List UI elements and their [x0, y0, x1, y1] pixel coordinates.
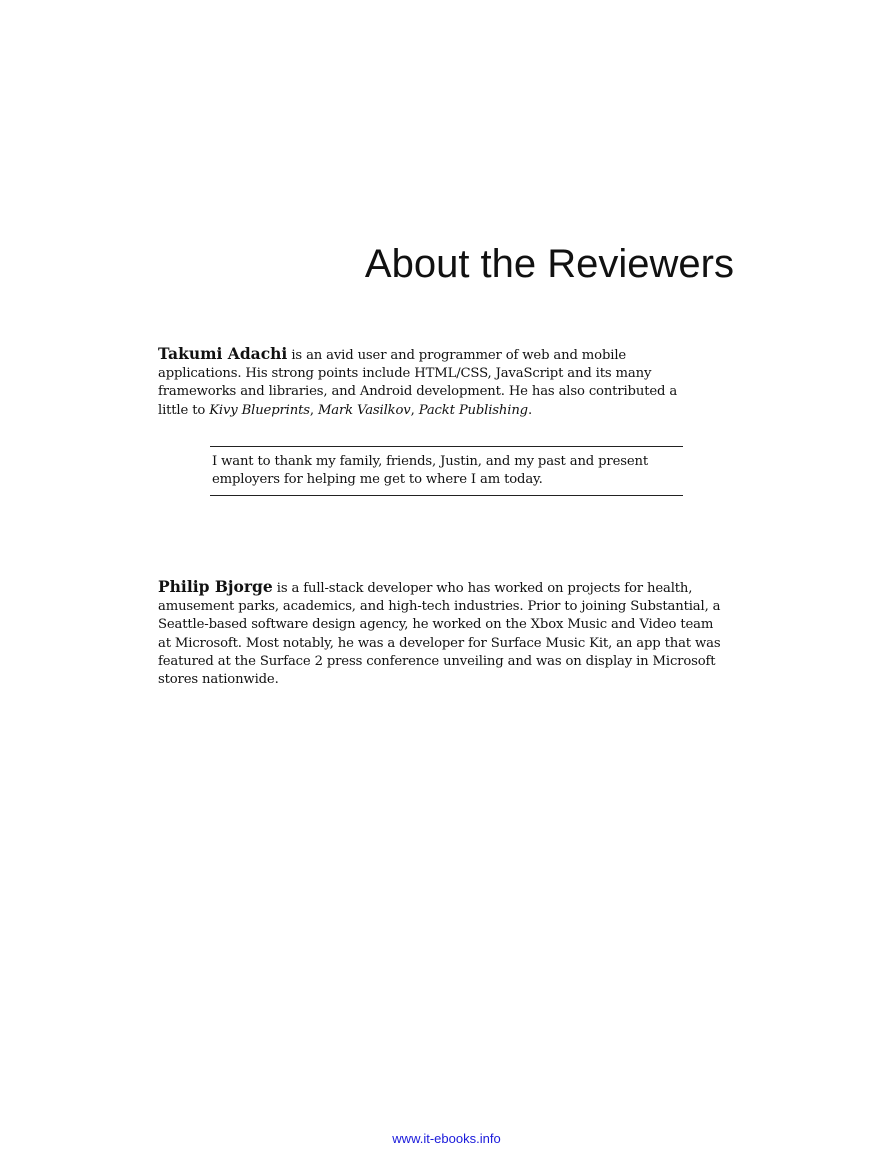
reviewer-name: Takumi Adachi [158, 344, 288, 363]
acknowledgement-box [210, 446, 683, 496]
footer-website-link[interactable]: www.it-ebooks.info [392, 1131, 501, 1146]
separator: , [309, 402, 318, 418]
book-title: Kivy Blueprints [209, 402, 310, 418]
page-title: About the Reviewers [364, 242, 734, 286]
book-author: Mark Vasilkov [317, 402, 411, 418]
reviewer-bio-takumi-adachi [158, 345, 698, 420]
reviewer-bio-text: is an avid user and programmer of web and mobile applications. His strong points include HTML/CSS, JavaScript and its many frameworks and libraries, and Android development. He has also contributed a little to [158, 348, 678, 418]
sentence-end: . [527, 402, 533, 418]
acknowledgement-text: I want to thank my family, friends, Justin, and my past and present employers for helping me get to where I am today. [212, 454, 648, 488]
book-publisher: Packt Publishing [418, 402, 528, 418]
reviewer-bio-text: is a full-stack developer who has worked on projects for health, amusement parks, academics, and high-tech industries. Prior to joining Substantial, a Seattle-based software design agency, he worked on the Xbox Music and Video team at Microsoft. Most notably, he was a developer for Surface Music Kit, an app that was featured at the Surface 2 press conference unveiling and was on display in Microsoft stores nationwide. [158, 581, 721, 688]
separator: , [410, 402, 419, 418]
reviewer-bio-philip-bjorge [158, 578, 730, 689]
reviewer-name: Philip Bjorge [158, 577, 273, 596]
